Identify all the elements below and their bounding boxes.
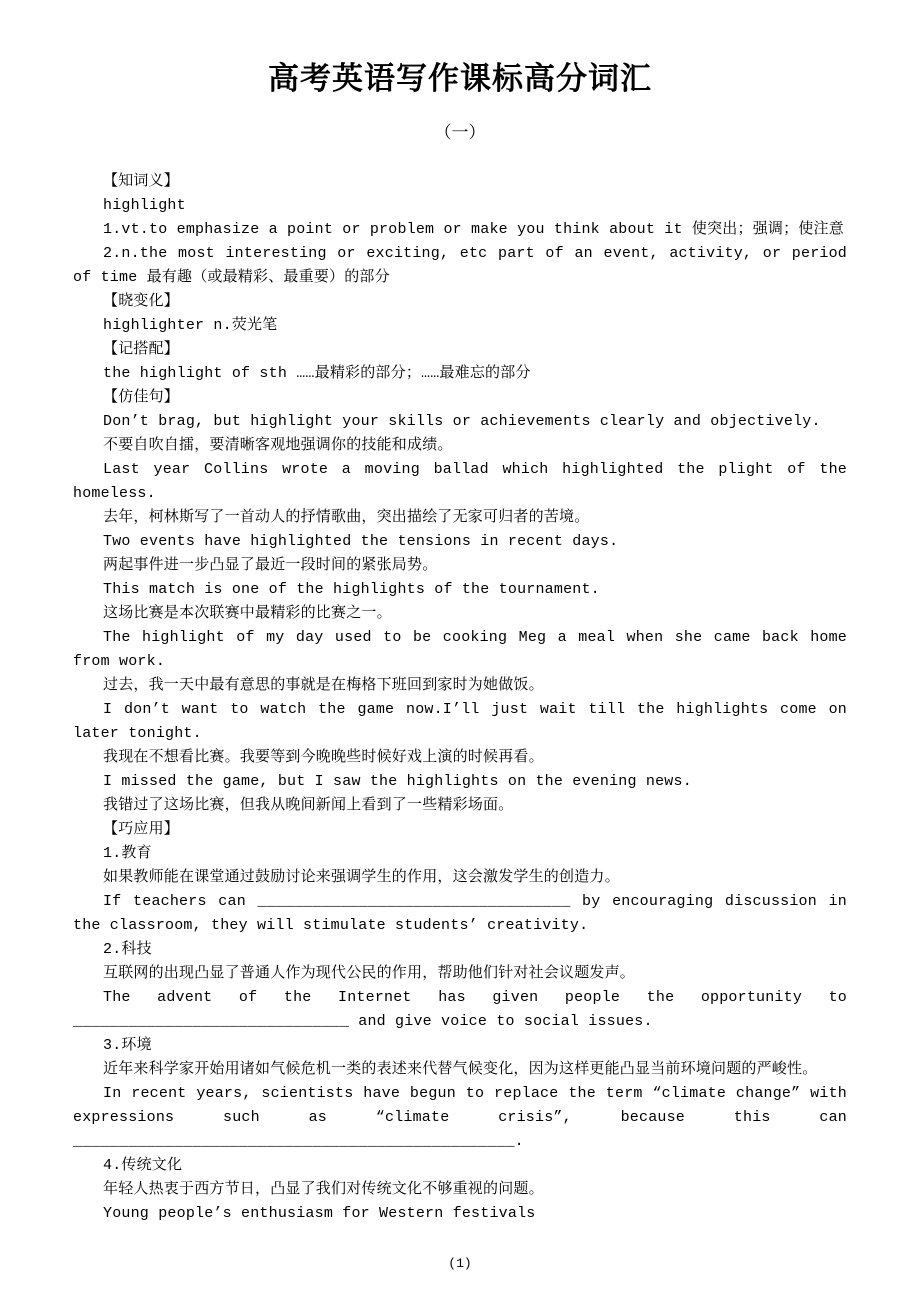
paragraph: 过去，我一天中最有意思的事就是在梅格下班回到家时为她做饭。 (103, 677, 544, 694)
paragraph: 我错过了这场比赛，但我从晚间新闻上看到了一些精彩场面。 (103, 797, 514, 814)
paragraph: Young people’s enthusiasm for Western festivals (103, 1205, 536, 1222)
paragraph: 【知词义】 (103, 173, 180, 190)
paragraph: 【记搭配】 (103, 341, 180, 358)
paragraph: 1.vt.to emphasize a point or problem or make you think about it 使突出；强调；使注意 (103, 221, 844, 238)
paragraph: 【仿佳句】 (103, 389, 180, 406)
paragraph: 如果教师能在课堂通过鼓励讨论来强调学生的作用，这会激发学生的创造力。 (103, 869, 620, 886)
paragraph: Don’t brag, but highlight your skills or achievements clearly and objectively. (103, 413, 821, 430)
paragraph: If teachers can __________________________________ by encouraging discussion in the classroom, they will stimulate students’ creativity. (73, 893, 847, 934)
paragraph: 1.教育 (103, 845, 152, 862)
paragraph: This match is one of the highlights of the tournament. (103, 581, 600, 598)
paragraph: 不要自吹自擂，要清晰客观地强调你的技能和成绩。 (103, 437, 453, 454)
paragraph: 3.环境 (103, 1037, 152, 1054)
paragraph: 2.科技 (103, 941, 152, 958)
document-subtitle: （一） (434, 125, 486, 144)
paragraph: 【巧应用】 (103, 821, 180, 838)
paragraph: 这场比赛是本次联赛中最精彩的比赛之一。 (103, 605, 392, 622)
paragraph: highlighter n.荧光笔 (103, 317, 278, 334)
paragraph: I don’t want to watch the game now.I’ll just wait till the highlights come on later tonight. (73, 701, 847, 742)
paragraph: 【晓变化】 (103, 293, 180, 310)
paragraph: the highlight of sth ……最精彩的部分；……最难忘的部分 (103, 365, 531, 382)
paragraph: In recent years, scientists have begun to replace the term “climate change” with expressions such as “climate crisis”, because this can ________________________________________________. (73, 1085, 847, 1150)
paragraph: 年轻人热衷于西方节日，凸显了我们对传统文化不够重视的问题。 (103, 1181, 544, 1198)
paragraph: 两起事件进一步凸显了最近一段时间的紧张局势。 (103, 557, 438, 574)
paragraph: Last year Collins wrote a moving ballad which highlighted the plight of the homeless. (73, 461, 847, 502)
paragraph: The advent of the Internet has given people the opportunity to ______________________________ and give voice to social issues. (73, 989, 847, 1030)
paragraph: 去年，柯林斯写了一首动人的抒情歌曲，突出描绘了无家可归者的苦境。 (103, 509, 590, 526)
page-number: (1) (448, 1256, 472, 1271)
paragraph: highlight (103, 197, 186, 214)
paragraph: 近年来科学家开始用诸如气候危机一类的表述来代替气候变化，因为这样更能凸显当前环境问题的严峻性。 (103, 1061, 818, 1078)
document-title: 高考英语写作课标高分词汇 (268, 61, 652, 96)
document-body (73, 170, 847, 1226)
paragraph: Two events have highlighted the tensions in recent days. (103, 533, 619, 550)
paragraph: 4.传统文化 (103, 1157, 183, 1174)
paragraph: 我现在不想看比赛。我要等到今晚晚些时候好戏上演的时候再看。 (103, 749, 544, 766)
paragraph: 2.n.the most interesting or exciting, etc part of an event, activity, or period of time 最有趣（或最精彩、最重要）的部分 (73, 245, 847, 286)
paragraph: 互联网的出现凸显了普通人作为现代公民的作用，帮助他们针对社会议题发声。 (103, 965, 636, 982)
paragraph: I missed the game, but I saw the highlights on the evening news. (103, 773, 692, 790)
paragraph: The highlight of my day used to be cooking Meg a meal when she came back home from work. (73, 629, 847, 670)
